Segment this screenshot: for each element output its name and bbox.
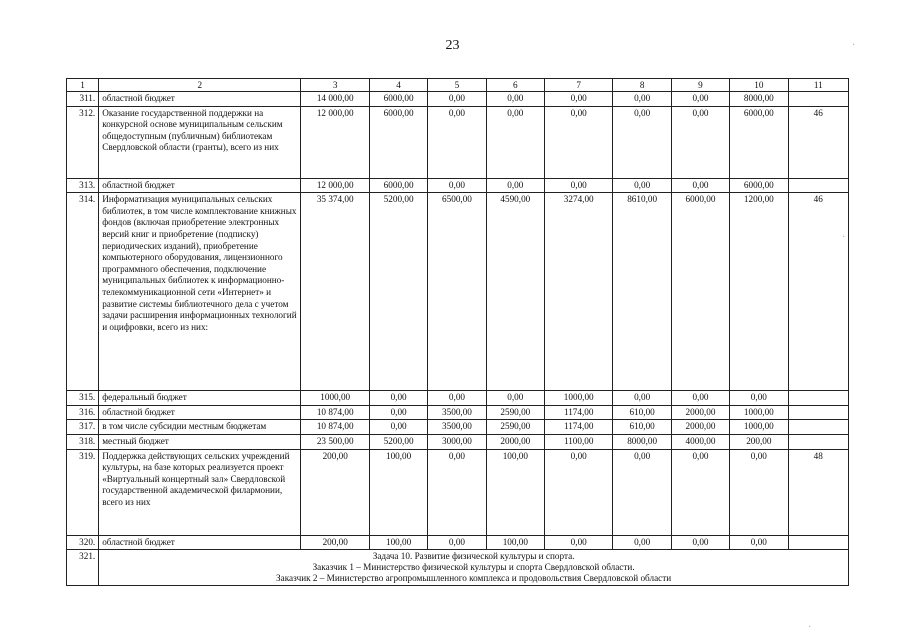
amount-cell: 5200,00 <box>369 434 427 449</box>
amount-cell: 100,00 <box>486 535 544 550</box>
header-cell: 5 <box>428 79 486 92</box>
header-cell: 4 <box>369 79 427 92</box>
amount-cell: 8000,00 <box>730 92 788 107</box>
row-description: областной бюджет <box>99 405 301 420</box>
table-row <box>67 106 849 178</box>
amount-cell: 0,00 <box>671 92 729 107</box>
task-row <box>67 550 849 586</box>
amount-cell: 0,00 <box>428 106 486 178</box>
table-row <box>67 92 849 107</box>
amount-cell: 0,00 <box>545 106 613 178</box>
amount-cell: 1174,00 <box>545 405 613 420</box>
amount-cell: 0,00 <box>671 449 729 535</box>
amount-cell: 6000,00 <box>369 92 427 107</box>
target-reference <box>788 535 848 550</box>
table-body <box>67 79 849 586</box>
header-cell: 2 <box>99 79 301 92</box>
task-heading-line: Заказчик 2 – Министерство агропромышленного комплекса и продовольствия Свердловской области <box>276 573 672 584</box>
amount-cell: 1000,00 <box>730 420 788 435</box>
table-row <box>67 535 849 550</box>
amount-cell: 2000,00 <box>671 420 729 435</box>
header-cell: 9 <box>671 79 729 92</box>
amount-cell: 4000,00 <box>671 434 729 449</box>
row-number: 313. <box>67 178 99 193</box>
header-cell: 1 <box>67 79 99 92</box>
amount-cell: 6000,00 <box>369 178 427 193</box>
amount-cell: 2000,00 <box>486 434 544 449</box>
amount-cell: 0,00 <box>428 92 486 107</box>
amount-cell: 0,00 <box>730 449 788 535</box>
header-cell: 7 <box>545 79 613 92</box>
amount-cell: 12 000,00 <box>301 178 369 193</box>
target-reference <box>788 178 848 193</box>
amount-cell: 100,00 <box>486 449 544 535</box>
scan-speck: · <box>842 232 846 243</box>
amount-cell: 0,00 <box>545 92 613 107</box>
amount-cell: 0,00 <box>428 535 486 550</box>
amount-cell: 0,00 <box>486 391 544 406</box>
amount-cell: 0,00 <box>428 178 486 193</box>
amount-cell: 100,00 <box>369 535 427 550</box>
row-number: 321. <box>67 550 99 586</box>
table-row <box>67 193 849 391</box>
row-number: 315. <box>67 391 99 406</box>
table-row <box>67 449 849 535</box>
header-row <box>67 79 849 92</box>
amount-cell: 5200,00 <box>369 193 427 391</box>
row-number: 318. <box>67 434 99 449</box>
target-reference <box>788 405 848 420</box>
amount-cell: 1000,00 <box>545 391 613 406</box>
task-heading-line: Заказчик 1 – Министерство физической культуры и спорта Свердловской области. <box>312 562 635 573</box>
task-heading-line: Задача 10. Развитие физической культуры и спорта. <box>372 551 575 562</box>
amount-cell: 6000,00 <box>730 106 788 178</box>
amount-cell: 0,00 <box>369 391 427 406</box>
task-heading <box>99 550 849 586</box>
row-description: Поддержка действующих сельских учреждений культуры, на базе которых реализуется проект «Виртуальный концертный зал» Свердловской государственной академической филармонии, всего из них <box>99 449 301 535</box>
target-reference <box>788 92 848 107</box>
table-row <box>67 420 849 435</box>
amount-cell: 0,00 <box>613 449 671 535</box>
amount-cell: 8000,00 <box>613 434 671 449</box>
amount-cell: 0,00 <box>730 391 788 406</box>
amount-cell: 3274,00 <box>545 193 613 391</box>
row-description: областной бюджет <box>99 178 301 193</box>
row-number: 311. <box>67 92 99 107</box>
target-reference: 46 <box>788 193 848 391</box>
amount-cell: 0,00 <box>545 178 613 193</box>
amount-cell: 3500,00 <box>428 420 486 435</box>
amount-cell: 0,00 <box>613 178 671 193</box>
amount-cell: 0,00 <box>486 92 544 107</box>
amount-cell: 1000,00 <box>301 391 369 406</box>
amount-cell: 6000,00 <box>730 178 788 193</box>
target-reference <box>788 420 848 435</box>
amount-cell: 200,00 <box>301 535 369 550</box>
amount-cell: 0,00 <box>613 92 671 107</box>
amount-cell: 0,00 <box>671 391 729 406</box>
amount-cell: 100,00 <box>369 449 427 535</box>
target-reference <box>788 434 848 449</box>
amount-cell: 4590,00 <box>486 193 544 391</box>
amount-cell: 200,00 <box>730 434 788 449</box>
amount-cell: 0,00 <box>671 535 729 550</box>
table-row <box>67 405 849 420</box>
header-cell: 3 <box>301 79 369 92</box>
amount-cell: 6000,00 <box>671 193 729 391</box>
header-cell: 8 <box>613 79 671 92</box>
amount-cell: 0,00 <box>369 420 427 435</box>
amount-cell: 3500,00 <box>428 405 486 420</box>
amount-cell: 0,00 <box>613 535 671 550</box>
amount-cell: 1100,00 <box>545 434 613 449</box>
amount-cell: 1174,00 <box>545 420 613 435</box>
row-number: 314. <box>67 193 99 391</box>
row-description: Информатизация муниципальных сельских библиотек, в том числе комплектование книжных фондов (включая приобретение электронных версий книг и приобретение (подписку) периодических изданий), приобретение компьютерного оборудования, лицензионного программного обеспечения, подключение муниципальных библиотек к информационно-телекоммуникационной сети «Интернет» и развитие системы библиотечного дела с учетом задачи расширения информационных технологий и оцифровки, всего из них: <box>99 193 301 391</box>
amount-cell: 0,00 <box>369 405 427 420</box>
row-number: 317. <box>67 420 99 435</box>
amount-cell: 6000,00 <box>369 106 427 178</box>
amount-cell: 2000,00 <box>671 405 729 420</box>
amount-cell: 0,00 <box>613 391 671 406</box>
table-row <box>67 434 849 449</box>
row-description: федеральный бюджет <box>99 391 301 406</box>
budget-table <box>66 78 849 586</box>
amount-cell: 2590,00 <box>486 405 544 420</box>
scan-speck: · <box>808 622 812 633</box>
amount-cell: 10 874,00 <box>301 405 369 420</box>
header-cell: 11 <box>788 79 848 92</box>
amount-cell: 610,00 <box>613 405 671 420</box>
amount-cell: 0,00 <box>545 535 613 550</box>
amount-cell: 0,00 <box>671 106 729 178</box>
table-row <box>67 391 849 406</box>
amount-cell: 0,00 <box>486 178 544 193</box>
target-reference: 46 <box>788 106 848 178</box>
amount-cell: 2590,00 <box>486 420 544 435</box>
amount-cell: 0,00 <box>613 106 671 178</box>
amount-cell: 23 500,00 <box>301 434 369 449</box>
header-cell: 10 <box>730 79 788 92</box>
row-description: областной бюджет <box>99 92 301 107</box>
amount-cell: 0,00 <box>428 391 486 406</box>
row-number: 312. <box>67 106 99 178</box>
scan-speck: · <box>852 40 856 51</box>
amount-cell: 6500,00 <box>428 193 486 391</box>
row-number: 320. <box>67 535 99 550</box>
target-reference: 48 <box>788 449 848 535</box>
amount-cell: 1000,00 <box>730 405 788 420</box>
target-reference <box>788 391 848 406</box>
amount-cell: 10 874,00 <box>301 420 369 435</box>
header-cell: 6 <box>486 79 544 92</box>
row-description: местный бюджет <box>99 434 301 449</box>
amount-cell: 14 000,00 <box>301 92 369 107</box>
amount-cell: 3000,00 <box>428 434 486 449</box>
amount-cell: 0,00 <box>428 449 486 535</box>
amount-cell: 8610,00 <box>613 193 671 391</box>
amount-cell: 0,00 <box>486 106 544 178</box>
amount-cell: 610,00 <box>613 420 671 435</box>
amount-cell: 35 374,00 <box>301 193 369 391</box>
amount-cell: 0,00 <box>730 535 788 550</box>
row-number: 316. <box>67 405 99 420</box>
amount-cell: 0,00 <box>671 178 729 193</box>
amount-cell: 0,00 <box>545 449 613 535</box>
table-row <box>67 178 849 193</box>
amount-cell: 1200,00 <box>730 193 788 391</box>
amount-cell: 12 000,00 <box>301 106 369 178</box>
page-number: 23 <box>445 38 460 53</box>
row-description: Оказание государственной поддержки на конкурсной основе муниципальным сельским общедоступным (публичным) библиотекам Свердловской области (гранты), всего из них <box>99 106 301 178</box>
row-number: 319. <box>67 449 99 535</box>
amount-cell: 200,00 <box>301 449 369 535</box>
row-description: в том числе субсидии местным бюджетам <box>99 420 301 435</box>
row-description: областной бюджет <box>99 535 301 550</box>
